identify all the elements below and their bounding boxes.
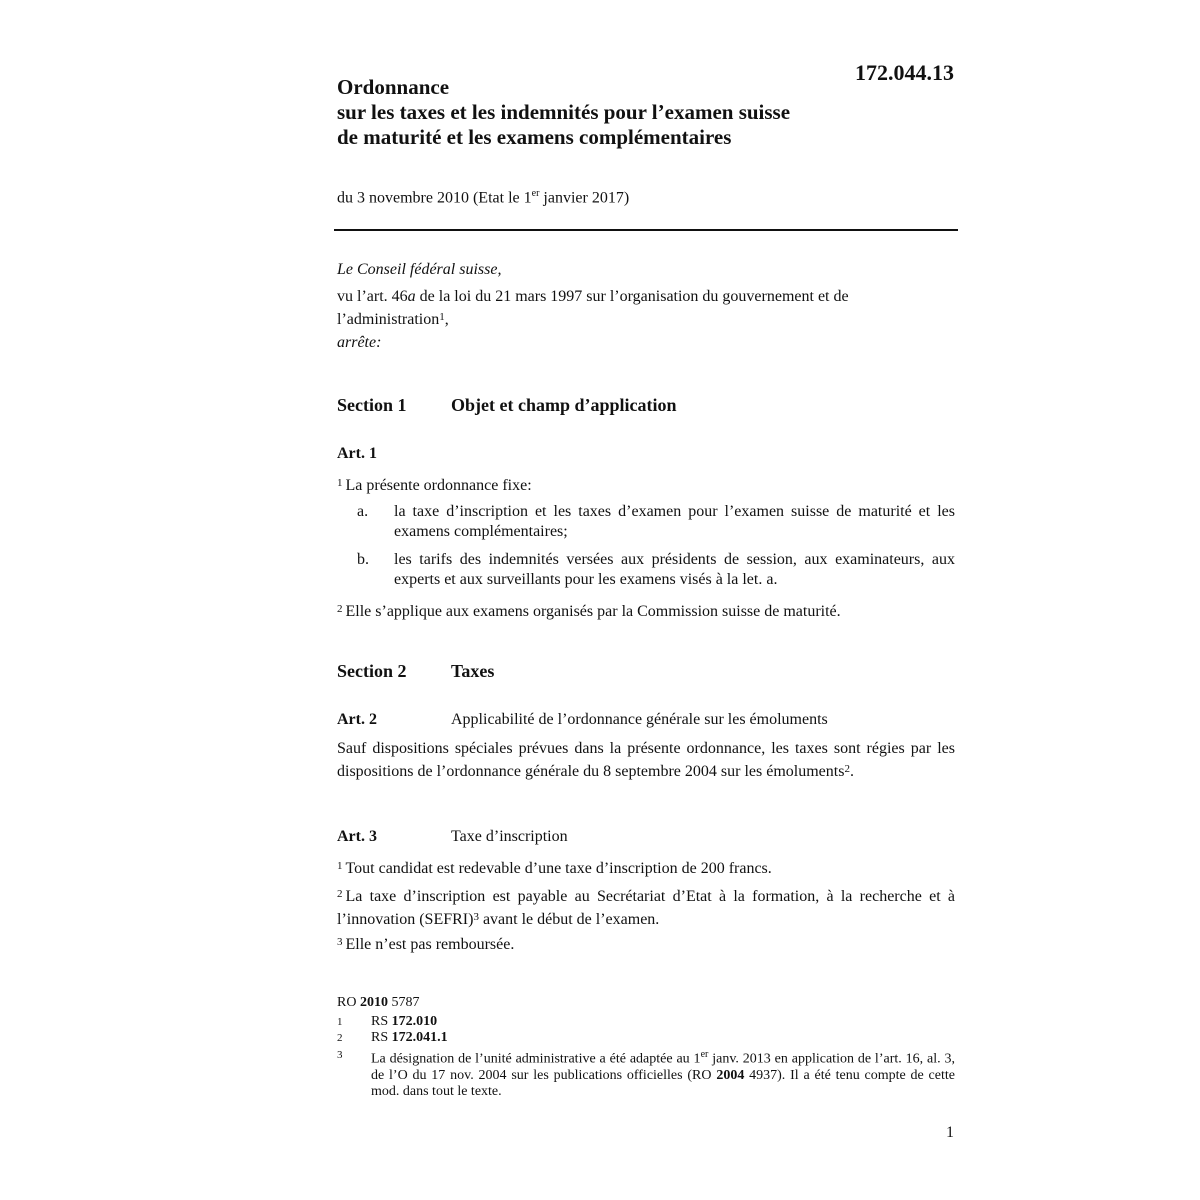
basis-italic: a (407, 288, 416, 305)
footnote-superscript: er (700, 1049, 709, 1060)
article-2-label: Art. 2 (337, 711, 377, 728)
footnote-bold-year: 2004 (716, 1067, 745, 1083)
date-line (337, 188, 629, 207)
paragraph-text: Tout candidat est redevable d’une taxe d’inscription de 200 francs. (345, 860, 772, 877)
date-superscript: er (531, 188, 540, 199)
article-2-heading (337, 711, 828, 729)
footnote-prefix: RS (371, 1030, 392, 1045)
article-3-title: Taxe d’inscription (451, 828, 568, 845)
footnote-prefix: RS (371, 1014, 392, 1029)
footnote-ro (337, 995, 419, 1011)
article-3-heading (337, 828, 568, 846)
article-1-label: Art. 1 (337, 445, 377, 462)
footnote-text-cont: janv. 2013 en application de l’art. 16, al. 3, de l’O du 17 nov. 2004 sur les publications officielles (RO (371, 1051, 955, 1083)
section-1-label: Section 1 (337, 395, 407, 415)
header-divider (334, 229, 958, 231)
basis-text-cont: de la loi du 21 mars 1997 sur l’organisation du gouvernement et de l’administration (337, 288, 849, 328)
footnote-ref-1: 1 (439, 311, 445, 323)
paragraph-text: Elle s’applique aux examens organisés par la Commission suisse de maturité. (345, 603, 841, 620)
article-2-end: . (849, 763, 854, 780)
ro-number: 5787 (387, 995, 420, 1010)
footnote-ref: 172.041.1 (391, 1030, 448, 1045)
section-1-heading (337, 395, 677, 416)
footnote-text: La désignation de l’unité administrative a été adaptée au 1 (371, 1051, 701, 1067)
title-line-3: de maturité et les examens complémentaires (337, 125, 732, 149)
basis-end: , (444, 311, 449, 328)
article-3-paragraph-2 (337, 884, 955, 930)
paragraph-number: 1 (337, 860, 343, 872)
article-1-paragraph-2 (337, 599, 841, 622)
date-text: du 3 novembre 2010 (Etat le 1 (337, 189, 532, 207)
paragraph-number: 1 (337, 477, 343, 489)
list-letter: b. (357, 551, 369, 568)
basis-text: vu l’art. 46 (337, 288, 408, 305)
footnote-ref: 172.010 (391, 1014, 438, 1029)
document-title (337, 75, 957, 150)
section-2-title: Taxes (451, 661, 495, 681)
article-2-body: Sauf dispositions spéciales prévues dans la présente ordonnance, les taxes sont régies par les dispositions de l’ordonnance générale du 8 septembre 2004 sur les émoluments (337, 740, 955, 780)
article-3-paragraph-3 (337, 932, 514, 955)
ro-prefix: RO (337, 995, 360, 1010)
paragraph-number: 2 (337, 603, 343, 615)
preamble-basis (337, 287, 937, 330)
footnote-number: 2 (337, 1032, 343, 1044)
footnote-2 (337, 1030, 955, 1046)
article-1-heading (337, 445, 451, 463)
footnote-text-end: 4937). Il a été tenu compte de cette mod. dans tout le texte. (371, 1067, 955, 1099)
preamble-decree: arrête: (337, 334, 382, 351)
document-number: 172.044.13 (855, 60, 954, 85)
list-text: la taxe d’inscription et les taxes d’examen pour l’examen suisse de maturité et les examens complémentaires; (394, 503, 955, 540)
list-text: les tarifs des indemnités versées aux présidents de session, aux examinateurs, aux experts et aux surveillants pour les examens visés à la let. a. (394, 551, 955, 588)
section-2-label: Section 2 (337, 661, 407, 681)
article-3-paragraph-1 (337, 856, 772, 879)
list-item-b (357, 550, 955, 590)
article-2-text (337, 739, 955, 782)
paragraph-number: 3 (337, 936, 343, 948)
footnote-3 (337, 1047, 955, 1100)
paragraph-text-end: avant le début de l’examen. (478, 911, 660, 928)
list-item-a (357, 502, 955, 542)
section-1-title: Objet et champ d’application (451, 395, 677, 415)
title-line-2: sur les taxes et les indemnités pour l’examen suisse (337, 100, 791, 124)
footnote-number: 3 (337, 1049, 343, 1061)
page-number: 1 (946, 1124, 954, 1141)
article-2-title: Applicabilité de l’ordonnance générale sur les émoluments (451, 711, 828, 728)
paragraph-text: La présente ordonnance fixe: (345, 477, 532, 494)
footnote-1 (337, 1014, 955, 1030)
list-letter: a. (357, 503, 369, 520)
footnote-ref-2: 2 (844, 763, 850, 775)
article-1-paragraph-1 (337, 473, 532, 496)
paragraph-text: La taxe d’inscription est payable au Secrétariat d’Etat à la formation, à la recherche et à l’innovation (SEFRI) (337, 888, 955, 928)
ro-year: 2010 (359, 995, 388, 1010)
footnote-ref-3: 3 (473, 911, 479, 923)
title-line-1: Ordonnance (337, 75, 450, 99)
date-text-end: janvier 2017) (539, 189, 630, 207)
paragraph-number: 2 (337, 888, 343, 900)
preamble-authority: Le Conseil fédéral suisse, (337, 261, 502, 278)
footnote-number: 1 (337, 1016, 343, 1028)
paragraph-text: Elle n’est pas remboursée. (345, 936, 515, 953)
section-2-heading (337, 661, 494, 682)
article-3-label: Art. 3 (337, 828, 377, 845)
